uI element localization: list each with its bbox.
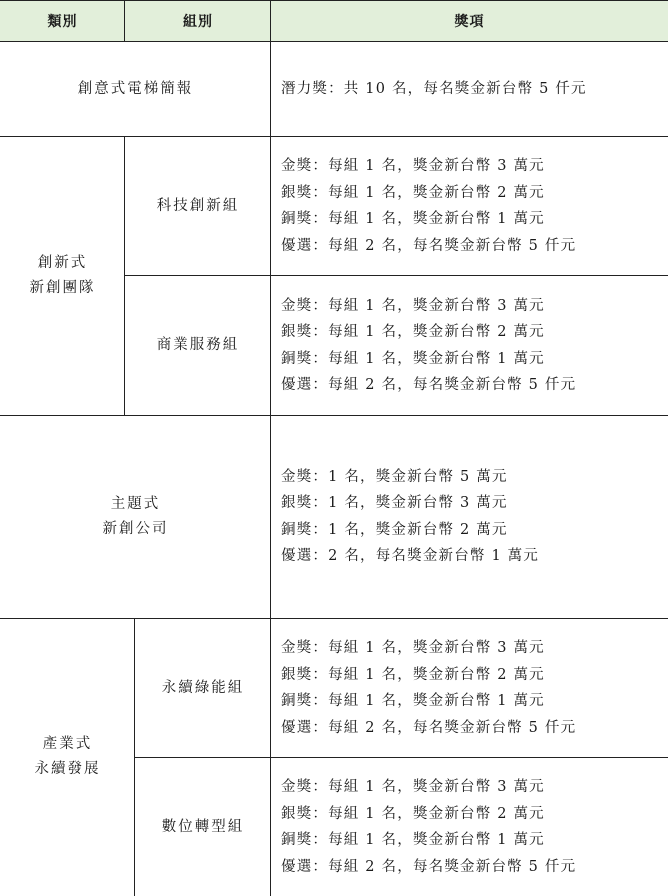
category-startup-team xyxy=(0,136,125,415)
table-border-top xyxy=(0,0,668,1)
row-divider xyxy=(0,136,668,137)
award-line: 銀獎：1 名，獎金新台幣 3 萬元 xyxy=(281,495,508,511)
award-list-digital xyxy=(271,758,668,896)
category-line: 產業式 xyxy=(42,736,93,752)
award-line: 金獎：每組 1 名，獎金新台幣 3 萬元 xyxy=(281,779,545,795)
award-line: 優選：每組 2 名，每名獎金新台幣 5 仟元 xyxy=(281,719,577,736)
award-list-business xyxy=(271,276,668,415)
award-line: 優選：2 名，每名獎金新台幣 1 萬元 xyxy=(281,548,540,564)
header-award: 獎項 xyxy=(271,0,668,42)
award-line: 銅獎：每組 1 名，獎金新台幣 1 萬元 xyxy=(281,832,545,848)
category-line: 主題式 xyxy=(110,495,161,512)
award-line: 銀獎：每組 1 名，獎金新台幣 2 萬元 xyxy=(281,805,545,822)
award-line: 銀獎：每組 1 名，獎金新台幣 2 萬元 xyxy=(281,184,545,201)
group-business-service xyxy=(125,276,271,415)
category-pitch xyxy=(0,42,271,136)
group-digital-transformation xyxy=(135,758,271,896)
group-label: 科技創新組 xyxy=(156,197,240,214)
award-line: 銅獎：每組 1 名，獎金新台幣 1 萬元 xyxy=(281,350,545,367)
award-line: 銅獎：每組 1 名，獎金新台幣 1 萬元 xyxy=(281,693,545,709)
category-industry xyxy=(0,618,135,896)
award-list-theme xyxy=(271,415,668,618)
award-line: 潛力獎：共 10 名，每名獎金新台幣 5 仟元 xyxy=(281,80,587,97)
award-line: 銅獎：1 名，獎金新台幣 2 萬元 xyxy=(281,521,508,538)
row-divider xyxy=(0,618,668,619)
group-label: 數位轉型組 xyxy=(161,818,245,835)
category-theme-company xyxy=(0,415,271,618)
award-line: 銅獎：每組 1 名，獎金新台幣 1 萬元 xyxy=(281,211,545,227)
category-pitch-label: 創意式電梯簡報 xyxy=(77,80,194,97)
group-label: 永續綠能組 xyxy=(161,679,245,696)
category-line: 新創團隊 xyxy=(29,279,96,296)
category-line: 新創公司 xyxy=(102,520,169,537)
award-line: 金獎：每組 1 名，獎金新台幣 3 萬元 xyxy=(281,640,545,656)
header-group: 組別 xyxy=(125,0,271,42)
column-divider xyxy=(124,0,125,42)
award-line: 銀獎：每組 1 名，獎金新台幣 2 萬元 xyxy=(281,666,545,683)
column-divider xyxy=(270,0,271,896)
award-line: 銀獎：每組 1 名，獎金新台幣 2 萬元 xyxy=(281,324,545,340)
award-line: 優選：每組 2 名，每名獎金新台幣 5 仟元 xyxy=(281,237,577,254)
award-line: 金獎：每組 1 名，獎金新台幣 3 萬元 xyxy=(281,158,545,174)
award-list-green xyxy=(271,618,668,758)
header-divider xyxy=(0,41,668,42)
column-divider xyxy=(124,136,125,415)
award-line: 金獎：1 名，獎金新台幣 5 萬元 xyxy=(281,468,508,485)
group-label: 商業服務組 xyxy=(156,337,240,353)
group-tech-innovation xyxy=(125,136,271,276)
row-divider xyxy=(0,415,668,416)
group-green-energy xyxy=(135,618,271,758)
header-category: 類別 xyxy=(0,0,125,42)
column-divider xyxy=(134,618,135,896)
award-line: 優選：每組 2 名，每名獎金新台幣 5 仟元 xyxy=(281,858,577,875)
row-divider xyxy=(125,275,668,276)
category-line: 永續發展 xyxy=(34,761,101,777)
award-list-pitch xyxy=(271,42,668,136)
award-list-tech xyxy=(271,136,668,276)
row-divider xyxy=(135,757,668,758)
award-line: 優選：每組 2 名，每名獎金新台幣 5 仟元 xyxy=(281,377,577,393)
award-line: 金獎：每組 1 名，獎金新台幣 3 萬元 xyxy=(281,297,545,314)
category-line: 創新式 xyxy=(37,254,88,271)
